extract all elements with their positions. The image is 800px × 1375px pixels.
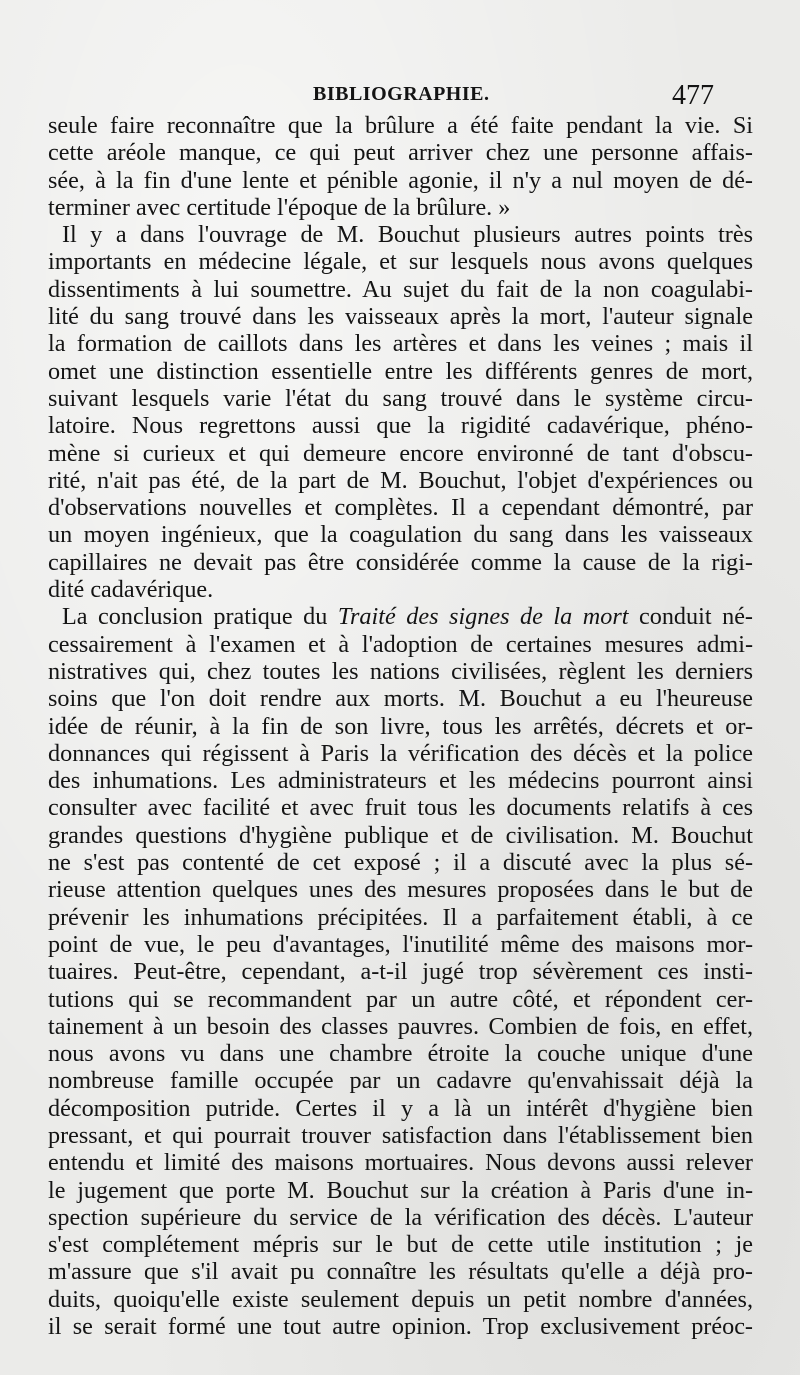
text-line: décomposition putride. Certes il y a là un intérêt d'hygiène bien [48,1094,753,1122]
text-segment: La conclusion pratique du [62,603,338,631]
text-line: omet une distinction essentielle entre les différents genres de mort, [48,357,753,385]
text-line: le jugement que porte M. Bouchut sur la création à Paris d'une in- [48,1176,753,1204]
text-line: consulter avec facilité et avec fruit tous les documents relatifs à ces [48,794,753,822]
body-text [48,112,753,1340]
text-line: prévenir les inhumations précipitées. Il a parfaitement établi, à ce [48,903,753,931]
text-line: dité cadavérique. [48,576,214,604]
text-line: importants en médecine légale, et sur lesquels nous avons quelques [48,248,753,276]
text-line: il se serait formé une tout autre opinion. Trop exclusivement préoc- [48,1313,753,1341]
page-header [0,80,800,114]
text-line: un moyen ingénieux, que la coagulation du sang dans les vaisseaux [48,521,753,549]
text-line: duits, quoiqu'elle existe seulement depuis un petit nombre d'années, [48,1285,753,1313]
text-line: lité du sang trouvé dans les vaisseaux après la mort, l'auteur signale [48,303,753,331]
text-line: tuaires. Peut-être, cependant, a-t-il jugé trop sévèrement ces insti- [48,958,753,986]
text-line: nous avons vu dans une chambre étroite la couche unique d'une [48,1040,753,1068]
text-line: grandes questions d'hygiène publique et de civilisation. M. Bouchut [48,821,753,849]
text-line: donnances qui régissent à Paris la vérification des décès et la police [48,739,753,767]
text-line: capillaires ne devait pas être considérée comme la cause de la rigi- [48,548,753,576]
text-line: mène si curieux et qui demeure encore environné de tant d'obscu- [48,439,753,467]
text-line: entendu et limité des maisons mortuaires. Nous devons aussi relever [48,1149,753,1177]
text-line: s'est complétement mépris sur le but de cette utile institution ; je [48,1231,753,1259]
page-number: 477 [672,80,714,111]
book-title: Traité des signes de la mort [337,603,629,631]
text-line: seule faire reconnaître que la brûlure a été faite pendant la vie. Si [48,112,753,139]
text-line: dissentiments à lui soumettre. Au sujet du fait de la non coagulabi- [48,275,753,303]
text-line: rité, n'ait pas été, de la part de M. Bouchut, l'objet d'expériences ou [48,466,753,494]
text-line: nombreuse famille occupée par un cadavre qu'envahissait déjà la [48,1067,753,1095]
text-line: sée, à la fin d'une lente et pénible agonie, il n'y a nul moyen de dé- [48,166,753,194]
text-line: suivant lesquels varie l'état du sang trouvé dans le système circu- [48,384,753,412]
text-line: soins que l'on doit rendre aux morts. M. Bouchut a eu l'heureuse [48,685,753,713]
text-line: tutions qui se recommandent par un autre côté, et répondent cer- [48,985,753,1013]
text-line: spection supérieure du service de la vérification des décès. L'auteur [48,1203,753,1231]
text-segment: conduit né- [628,603,753,631]
text-line: ne s'est pas contenté de cet exposé ; il a discuté avec la plus sé- [48,849,753,877]
text-line: m'assure que s'il avait pu connaître les résultats qu'elle a déjà pro- [48,1258,753,1286]
text-line: cessairement à l'examen et à l'adoption de certaines mesures admi- [48,630,753,658]
running-head: BIBLIOGRAPHIE. [313,83,490,105]
text-line-italic-title [48,603,753,630]
text-line: point de vue, le peu d'avantages, l'inutilité même des maisons mor- [48,930,753,958]
text-line: Il y a dans l'ouvrage de M. Bouchut plusieurs autres points très [62,221,753,249]
text-line: la formation de caillots dans les artères et dans les veines ; mais il [48,330,753,358]
text-line: rieuse attention quelques unes des mesures proposées dans le but de [48,876,753,904]
text-line: tainement à un besoin des classes pauvres. Combien de fois, en effet, [48,1012,753,1040]
text-line: d'observations nouvelles et complètes. Il a cependant démontré, par [48,494,753,522]
text-line: cette aréole manque, ce qui peut arriver chez une personne affais- [48,139,753,167]
text-line: idée de réunir, à la fin de son livre, tous les arrêtés, décrets et or- [48,712,753,740]
text-line: terminer avec certitude l'époque de la brûlure. » [48,193,511,221]
text-line: latoire. Nous regrettons aussi que la rigidité cadavérique, phéno- [48,412,753,440]
text-line: pressant, et qui pourrait trouver satisfaction dans l'établissement bien [48,1121,753,1149]
text-line: nistratives qui, chez toutes les nations civilisées, règlent les derniers [48,657,753,685]
text-line: des inhumations. Les administrateurs et les médecins pourront ainsi [48,767,753,795]
